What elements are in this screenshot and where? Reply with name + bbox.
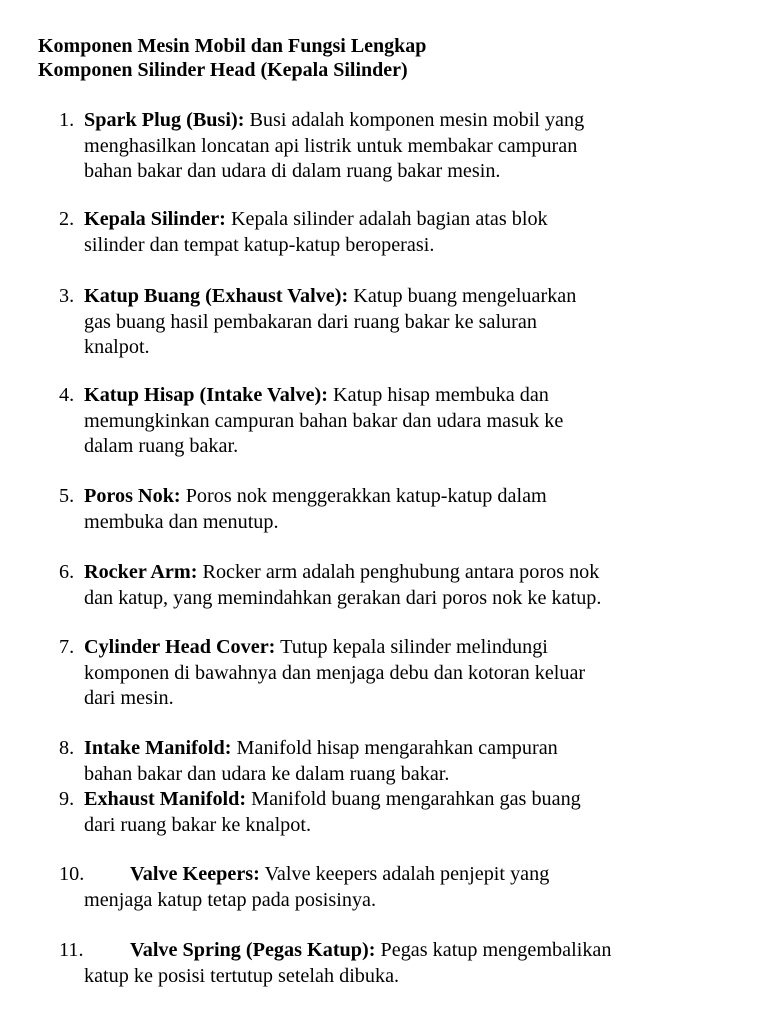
list-item-text: Pegas katup mengembalikan (375, 939, 612, 961)
list-item-4 (59, 383, 759, 460)
list-item-text: Tutup kepala silinder melindungi (275, 636, 548, 658)
list-item-term: Intake Manifold: (84, 737, 232, 759)
list-item-line: membuka dan menutup. (84, 510, 279, 533)
list-item-line: katup ke posisi tertutup setelah dibuka. (84, 964, 400, 987)
list-item-text: Valve keepers adalah penjepit yang (259, 863, 550, 885)
list-item-line: dalam ruang bakar. (84, 435, 239, 457)
list-item-number: 10. (59, 863, 85, 885)
list-item-line: dan katup, yang memindahkan gerakan dari poros nok ke katup. (84, 586, 602, 609)
list-item-6 (59, 560, 759, 611)
list-item-text: Katup hisap membuka dan (327, 384, 549, 406)
list-item-number: 6. (59, 561, 75, 583)
list-item-5 (59, 484, 759, 535)
list-item-3 (59, 284, 759, 361)
list-item-line: silinder dan tempat katup-katup beroperasi. (84, 233, 435, 256)
list-item-7 (59, 635, 759, 712)
list-item-line: komponen di bawahnya dan menjaga debu dan kotoran keluar (84, 661, 586, 684)
list-item-line: memungkinkan campuran bahan bakar dan udara masuk ke (84, 409, 564, 432)
list-item-10 (59, 862, 759, 913)
list-item-number: 1. (59, 109, 75, 131)
list-item-text: Katup buang mengeluarkan (348, 285, 577, 307)
list-item-text: Busi adalah komponen mesin mobil yang (244, 109, 585, 131)
list-item-term: Spark Plug (Busi): (84, 109, 245, 131)
document-heading (38, 34, 426, 82)
list-item-number: 8. (59, 737, 75, 759)
list-item-term: Cylinder Head Cover: (84, 636, 276, 658)
list-item-term: Katup Buang (Exhaust Valve): (84, 285, 349, 307)
list-item-text: Poros nok menggerakkan katup-katup dalam (180, 485, 547, 507)
list-item-term: Exhaust Manifold: (84, 788, 247, 810)
list-item-11 (59, 938, 759, 989)
list-item-text: Manifold hisap mengarahkan campuran (231, 737, 558, 759)
list-item-term: Katup Hisap (Intake Valve): (84, 384, 328, 406)
list-item-number: 2. (59, 208, 75, 230)
list-item-number: 4. (59, 384, 75, 406)
document-title: Komponen Mesin Mobil dan Fungsi Lengkap (38, 35, 427, 57)
list-item-line: dari mesin. (84, 687, 174, 709)
list-item-term: Valve Keepers: (130, 863, 260, 885)
list-item-line: bahan bakar dan udara ke dalam ruang bakar. (84, 762, 450, 785)
list-item-line: menghasilkan loncatan api listrik untuk membakar campuran (84, 134, 578, 157)
list-item-number: 5. (59, 485, 75, 507)
list-item-line: knalpot. (84, 336, 150, 358)
list-item-text: Rocker arm adalah penghubung antara poros nok (197, 561, 600, 583)
list-item-term: Valve Spring (Pegas Katup): (130, 939, 376, 961)
list-item-number: 3. (59, 285, 75, 307)
list-item-1 (59, 108, 759, 185)
list-item-term: Rocker Arm: (84, 561, 198, 583)
list-item-line: gas buang hasil pembakaran dari ruang bakar ke saluran (84, 310, 537, 333)
list-item-text: Manifold buang mengarahkan gas buang (246, 788, 581, 810)
list-item-number: 9. (59, 788, 75, 810)
list-item-2 (59, 207, 759, 258)
list-item-8 (59, 736, 759, 787)
list-item-line: bahan bakar dan udara di dalam ruang bakar mesin. (84, 160, 501, 182)
list-item-term: Poros Nok: (84, 485, 181, 507)
list-item-9 (59, 787, 759, 838)
list-item-term: Kepala Silinder: (84, 208, 226, 230)
document-subtitle: Komponen Silinder Head (Kepala Silinder) (38, 59, 408, 81)
list-item-line: dari ruang bakar ke knalpot. (84, 813, 312, 836)
list-item-line: menjaga katup tetap pada posisinya. (84, 888, 377, 911)
list-item-text: Kepala silinder adalah bagian atas blok (225, 208, 548, 230)
list-item-number: 11. (59, 939, 84, 961)
list-item-number: 7. (59, 636, 75, 658)
